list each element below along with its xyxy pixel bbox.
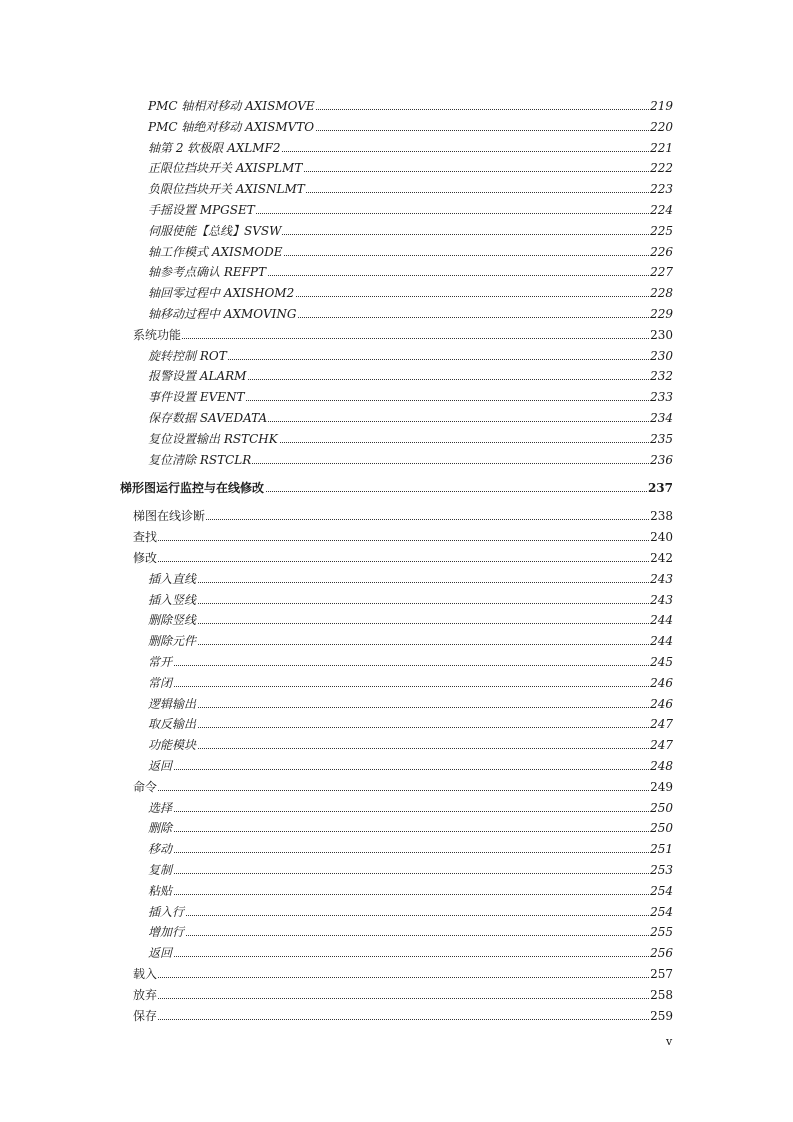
dot-leader xyxy=(148,831,653,832)
toc-entry-title: 插入竖线 xyxy=(148,590,197,610)
toc-entry-title: 复位清除 RSTCLR xyxy=(148,450,252,470)
toc-entry-page: 245 xyxy=(649,652,673,672)
dot-leader xyxy=(148,769,653,770)
toc-entry[interactable] xyxy=(0,158,793,178)
toc-entry-page: 227 xyxy=(649,262,673,282)
toc-entry-title: 保存 xyxy=(133,1006,158,1026)
dot-leader xyxy=(148,811,653,812)
toc-entry[interactable] xyxy=(0,590,793,610)
toc-entry[interactable] xyxy=(0,964,793,984)
toc-entry[interactable] xyxy=(0,610,793,630)
toc-entry-title: 插入直线 xyxy=(148,569,197,589)
toc-entry[interactable] xyxy=(0,138,793,158)
toc-entry[interactable] xyxy=(0,325,793,345)
toc-entry-title: 常开 xyxy=(148,652,173,672)
toc-entry-title: 轴工作模式 AXISMODE xyxy=(148,242,284,262)
toc-entry-title: 保存数据 SAVEDATA xyxy=(148,408,268,428)
toc-entry-title: 轴第 2 软极限 AXLMF2 xyxy=(148,138,282,158)
toc-entry[interactable] xyxy=(0,96,793,116)
toc-entry-title: 选择 xyxy=(148,798,173,818)
toc-entry[interactable] xyxy=(0,735,793,755)
toc-entry-title: 梯形图运行监控与在线修改 xyxy=(120,478,265,498)
dot-leader xyxy=(148,873,653,874)
toc-entry-page: 249 xyxy=(649,777,673,797)
toc-entry-title: 返回 xyxy=(148,756,173,776)
toc-entry[interactable] xyxy=(0,694,793,714)
toc-entry-page: 244 xyxy=(649,631,673,651)
toc-entry[interactable] xyxy=(0,506,793,526)
toc-entry[interactable] xyxy=(0,387,793,407)
toc-entry[interactable] xyxy=(0,200,793,220)
dot-leader xyxy=(148,935,653,936)
toc-entry[interactable] xyxy=(0,478,793,498)
dot-leader xyxy=(133,338,653,339)
toc-entry-page: 230 xyxy=(649,325,673,345)
toc-entry-title: 修改 xyxy=(133,548,158,568)
toc-entry[interactable] xyxy=(0,117,793,137)
dot-leader xyxy=(148,582,653,583)
toc-entry[interactable] xyxy=(0,652,793,672)
dot-leader xyxy=(148,915,653,916)
dot-leader xyxy=(148,727,653,728)
toc-entry[interactable] xyxy=(0,304,793,324)
toc-entry-title: 负限位挡块开关 AXISNLMT xyxy=(148,179,306,199)
toc-entry-page: 247 xyxy=(649,714,673,734)
dot-leader xyxy=(133,977,653,978)
dot-leader xyxy=(133,790,653,791)
dot-leader xyxy=(148,686,653,687)
toc-entry-page: 244 xyxy=(649,610,673,630)
dot-leader xyxy=(133,540,653,541)
toc-entry-page: 229 xyxy=(649,304,673,324)
toc-entry-title: 复位设置输出 RSTCHK xyxy=(148,429,279,449)
dot-leader xyxy=(133,561,653,562)
toc-entry-title: 梯图在线诊断 xyxy=(133,506,206,526)
toc-entry[interactable] xyxy=(0,283,793,303)
toc-entry[interactable] xyxy=(0,943,793,963)
toc-entry-page: 240 xyxy=(649,527,673,547)
toc-entry-title: 系统功能 xyxy=(133,325,182,345)
toc-entry-page: 256 xyxy=(649,943,673,963)
toc-entry-page: 243 xyxy=(649,569,673,589)
dot-leader xyxy=(148,852,653,853)
toc-entry[interactable] xyxy=(0,548,793,568)
toc-entry-title: 逻辑输出 xyxy=(148,694,197,714)
toc-entry[interactable] xyxy=(0,881,793,901)
toc-entry-page: 247 xyxy=(649,735,673,755)
toc-entry[interactable] xyxy=(0,818,793,838)
toc-entry-title: 旋转控制 ROT xyxy=(148,346,228,366)
toc-entry[interactable] xyxy=(0,450,793,470)
dot-leader xyxy=(148,748,653,749)
toc-entry-page: 258 xyxy=(649,985,673,1005)
toc-entry-title: 伺服使能【总线】SVSW xyxy=(148,221,282,241)
toc-entry-page: 238 xyxy=(649,506,673,526)
toc-entry[interactable] xyxy=(0,221,793,241)
toc-entry-page: 237 xyxy=(647,478,673,498)
toc-entry[interactable] xyxy=(0,902,793,922)
toc-entry-title: 移动 xyxy=(148,839,173,859)
toc-entry-page: 223 xyxy=(649,179,673,199)
toc-entry[interactable] xyxy=(0,839,793,859)
toc-entry-title: 返回 xyxy=(148,943,173,963)
toc-entry[interactable] xyxy=(0,366,793,386)
dot-leader xyxy=(133,998,653,999)
toc-entry-title: 插入行 xyxy=(148,902,185,922)
toc-entry-title: 常闭 xyxy=(148,673,173,693)
toc-entry-page: 257 xyxy=(649,964,673,984)
toc-entry-page: 236 xyxy=(649,450,673,470)
toc-entry[interactable] xyxy=(0,631,793,651)
toc-entry-title: 删除元件 xyxy=(148,631,197,651)
toc-entry-title: 取反输出 xyxy=(148,714,197,734)
toc-entry-title: 轴回零过程中 AXISHOM2 xyxy=(148,283,295,303)
toc-entry-page: 246 xyxy=(649,694,673,714)
toc-entry-title: 粘贴 xyxy=(148,881,173,901)
toc-entry-page: 250 xyxy=(649,798,673,818)
toc-entry-page: 224 xyxy=(649,200,673,220)
toc-entry-page: 251 xyxy=(649,839,673,859)
toc-entry[interactable] xyxy=(0,527,793,547)
toc-entry-title: 功能模块 xyxy=(148,735,197,755)
toc-entry-title: 复制 xyxy=(148,860,173,880)
toc-entry[interactable] xyxy=(0,242,793,262)
page-number: v xyxy=(666,1035,673,1048)
toc-entry[interactable] xyxy=(0,756,793,776)
toc-entry-page: 219 xyxy=(649,96,673,116)
dot-leader xyxy=(148,623,653,624)
dot-leader xyxy=(148,707,653,708)
toc-entry-page: 253 xyxy=(649,860,673,880)
toc-entry[interactable] xyxy=(0,985,793,1005)
toc-entry-page: 242 xyxy=(649,548,673,568)
toc-entry[interactable] xyxy=(0,1006,793,1026)
toc-entry-title: 报警设置 ALARM xyxy=(148,366,247,386)
toc-entry-page: 248 xyxy=(649,756,673,776)
toc-entry-page: 221 xyxy=(649,138,673,158)
toc-entry[interactable] xyxy=(0,408,793,428)
toc-entry-title: 轴移动过程中 AXMOVING xyxy=(148,304,297,324)
toc-entry-title: 删除 xyxy=(148,818,173,838)
toc-entry-title: 正限位挡块开关 AXISPLMT xyxy=(148,158,303,178)
toc-entry-page: 235 xyxy=(649,429,673,449)
toc-entry-page: 246 xyxy=(649,673,673,693)
toc-entry-page: 255 xyxy=(649,922,673,942)
toc-entry-page: 243 xyxy=(649,590,673,610)
dot-leader xyxy=(133,519,653,520)
toc-entry[interactable] xyxy=(0,262,793,282)
toc-entry-title: 放弃 xyxy=(133,985,158,1005)
toc-entry-title: 命令 xyxy=(133,777,158,797)
toc-entry-page: 226 xyxy=(649,242,673,262)
toc-entry-page: 234 xyxy=(649,408,673,428)
toc-entry-page: 230 xyxy=(649,346,673,366)
toc-entry-title: PMC 轴绝对移动 AXISMVTO xyxy=(148,117,315,137)
toc-entry-page: 225 xyxy=(649,221,673,241)
toc-entry[interactable] xyxy=(0,922,793,942)
toc-entry-title: 手摇设置 MPGSET xyxy=(148,200,256,220)
toc-entry-title: 增加行 xyxy=(148,922,185,942)
toc-entry[interactable] xyxy=(0,860,793,880)
toc-entry[interactable] xyxy=(0,179,793,199)
toc-entry-title: 删除竖线 xyxy=(148,610,197,630)
toc-entry-title: 载入 xyxy=(133,964,158,984)
toc-entry-title: 轴参考点确认 REFPT xyxy=(148,262,267,282)
dot-leader xyxy=(148,894,653,895)
dot-leader xyxy=(148,956,653,957)
toc-entry-page: 228 xyxy=(649,283,673,303)
toc-entry-title: 查找 xyxy=(133,527,158,547)
dot-leader xyxy=(133,1019,653,1020)
toc-entry[interactable] xyxy=(0,798,793,818)
toc-entry-page: 254 xyxy=(649,881,673,901)
toc-entry-page: 254 xyxy=(649,902,673,922)
toc-entry-page: 233 xyxy=(649,387,673,407)
dot-leader xyxy=(148,603,653,604)
toc-entry[interactable] xyxy=(0,714,793,734)
toc-entry[interactable] xyxy=(0,429,793,449)
toc-entry[interactable] xyxy=(0,673,793,693)
toc-entry-page: 220 xyxy=(649,117,673,137)
dot-leader xyxy=(148,665,653,666)
toc-entry[interactable] xyxy=(0,569,793,589)
toc-entry-page: 222 xyxy=(649,158,673,178)
toc-entry-page: 259 xyxy=(649,1006,673,1026)
toc-entry[interactable] xyxy=(0,346,793,366)
dot-leader xyxy=(148,644,653,645)
toc-entry-page: 232 xyxy=(649,366,673,386)
toc-entry[interactable] xyxy=(0,777,793,797)
toc-entry-page: 250 xyxy=(649,818,673,838)
toc-entry-title: PMC 轴相对移动 AXISMOVE xyxy=(148,96,316,116)
toc-entry-title: 事件设置 EVENT xyxy=(148,387,246,407)
